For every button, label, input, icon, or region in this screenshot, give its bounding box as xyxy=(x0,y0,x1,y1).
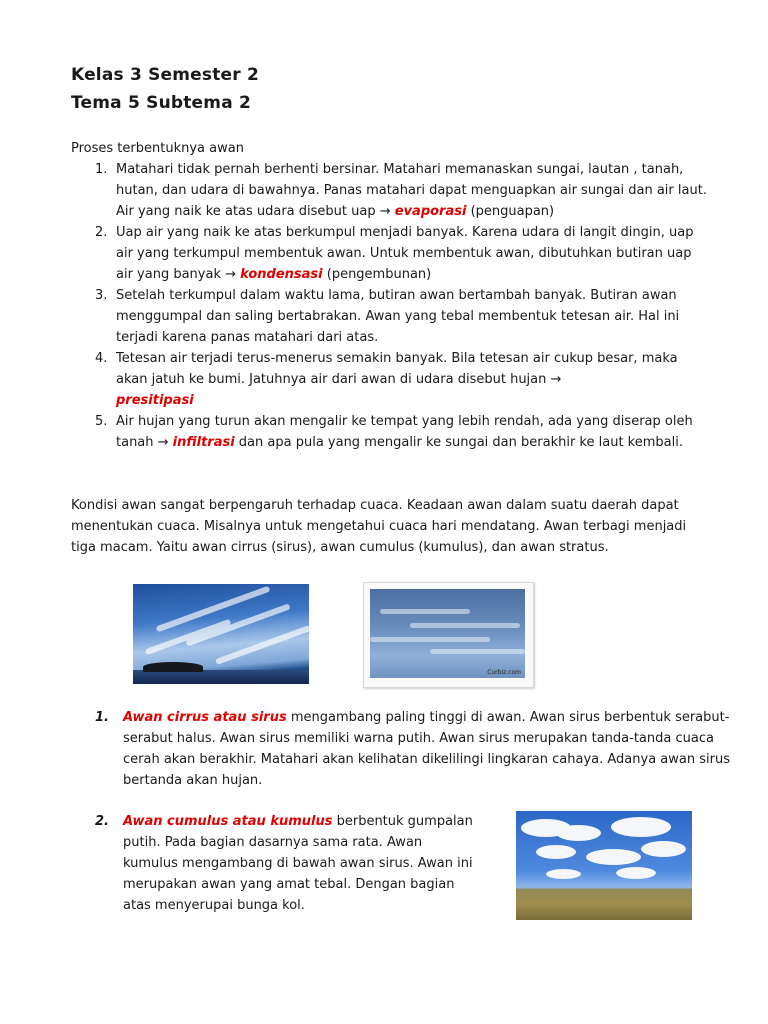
item-text-after: (pengembunan) xyxy=(322,267,432,282)
item-text-after: dan apa pula yang mengalir ke sungai dan berakhir ke laut kembali. xyxy=(234,435,683,450)
list-item xyxy=(71,707,735,791)
cumulus-sky-photo xyxy=(516,811,692,920)
highlight-term: presitipasi xyxy=(116,393,194,408)
list-item xyxy=(71,159,711,222)
highlight-term: Awan cumulus atau kumulus xyxy=(123,814,333,829)
item-text: Setelah terkumpul dalam waktu lama, butiran awan bertambah banyak. Butiran awan menggumpal dan saling bertabrakan. Awan yang tebal membentuk tetesan air. Hal ini terjadi karena panas matahari dari atas. xyxy=(116,288,680,345)
item-number: 2. xyxy=(95,814,109,829)
section-intro: Proses terbentuknya awan xyxy=(71,141,244,156)
item-text: berbentuk gumpalan putih. Pada bagian dasarnya sama rata. Awan kumulus mengambang di bawah awan sirus. Awan ini merupakan awan yang amat tebal. Dengan bagian atas menyerupai bunga kol. xyxy=(123,814,473,913)
item-number: 1. xyxy=(95,162,108,177)
item-text: mengambang paling tinggi di awan. Awan sirus berbentuk serabut-serabut halus. Awan sirus memiliki warna putih. Awan sirus merupakan tanda-tanda cuaca cerah akan berakhir. Matahari akan kelihatan dikelilingi lingkaran cahaya. Adanya awan sirus bertanda akan hujan. xyxy=(123,710,730,788)
title-line-2: Tema 5 Subtema 2 xyxy=(71,93,252,113)
list-item xyxy=(71,285,711,348)
item-text: Uap air yang naik ke atas berkumpul menjadi banyak. Karena udara di langit dingin, uap air yang terkumpul membentuk awan. Untuk membentuk awan, dibutuhkan butiran uap air yang banyak → xyxy=(116,225,694,282)
photo-watermark: Curbiz.com xyxy=(487,669,521,676)
item-text-after: (penguapan) xyxy=(466,204,555,219)
highlight-term: evaporasi xyxy=(394,204,467,219)
title-line-1: Kelas 3 Semester 2 xyxy=(71,65,260,85)
list-item xyxy=(71,811,473,916)
stratus-sky-photo xyxy=(370,589,525,678)
item-number: 5. xyxy=(95,414,108,429)
process-steps-list xyxy=(71,159,711,453)
cloud-conditions-paragraph: Kondisi awan sangat berpengaruh terhadap cuaca. Keadaan awan dalam suatu daerah dapat menentukan cuaca. Misalnya untuk mengetahui cuaca hari mendatang. Awan terbagi menjadi tiga macam. Yaitu awan cirrus (sirus), awan cumulus (kumulus), dan awan stratus. xyxy=(71,498,687,555)
list-item xyxy=(71,411,711,453)
highlight-term: kondensasi xyxy=(240,267,323,282)
highlight-term: infiltrasi xyxy=(172,435,235,450)
cirrus-sky-photo xyxy=(133,584,309,684)
item-number: 1. xyxy=(95,710,109,725)
list-item xyxy=(71,348,711,411)
item-number: 3. xyxy=(95,288,108,303)
item-number: 2. xyxy=(95,225,108,240)
highlight-term: Awan cirrus atau sirus xyxy=(123,710,287,725)
item-text: Air hujan yang turun akan mengalir ke tempat yang lebih rendah, ada yang diserap oleh tanah → xyxy=(116,414,693,450)
item-text: Matahari tidak pernah berhenti bersinar. Matahari memanaskan sungai, lautan , tanah, hutan, dan udara di bawahnya. Panas matahari dapat menguapkan air sungai dan air laut. Air yang naik ke atas udara disebut uap → xyxy=(116,162,707,219)
list-item xyxy=(71,222,711,285)
item-text: Tetesan air terjadi terus-menerus semakin banyak. Bila tetesan air cukup besar, maka akan jatuh ke bumi. Jatuhnya air dari awan di udara disebut hujan → xyxy=(116,351,678,387)
item-number: 4. xyxy=(95,351,108,366)
